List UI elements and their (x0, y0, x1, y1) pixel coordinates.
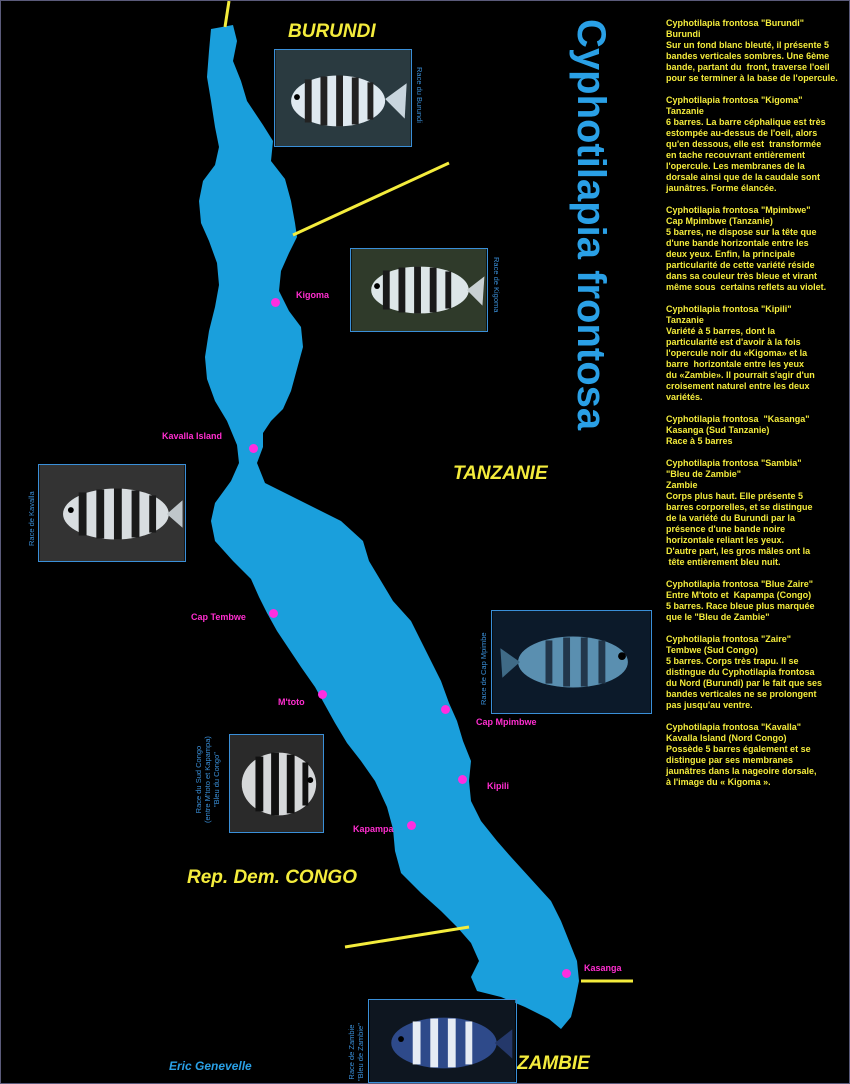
description-heading: Cyphotilapia frontosa "Kipili" (666, 304, 792, 314)
fish-image-sud-congo (230, 735, 323, 832)
fish-photo-kavalla (38, 464, 186, 562)
country-label-tanzanie: TANZANIE (453, 463, 548, 484)
description-line: croisement naturel entre les deux (666, 381, 810, 391)
description-block (666, 304, 850, 403)
description-line: barres corporelles, et se distingue (666, 502, 813, 512)
fish-image-zambie (369, 1000, 516, 1082)
description-line: Kavalla Island (Nord Congo) (666, 733, 787, 743)
description-block (666, 18, 850, 84)
caption-mpimbwe: Race de Cap Mpimbe (479, 632, 488, 705)
description-line: jaunâtres dans la nageoire dorsale, (666, 766, 817, 776)
description-line: Burundi (666, 29, 701, 39)
description-heading: Cyphotilapia frontosa "Kavalla" (666, 722, 802, 732)
caption-zambie-line-1: Race de Zambie (347, 1024, 356, 1080)
description-line: Kasanga (Sud Tanzanie) (666, 425, 770, 435)
description-line: même sous certains reflets au violet. (666, 282, 827, 292)
description-heading: Cyphotilapia frontosa "Kigoma" (666, 95, 803, 105)
description-heading: Cyphotilapia frontosa "Sambia" (666, 458, 802, 468)
description-line: D'autre part, les gros mâles ont la (666, 546, 811, 556)
description-line: Tanzanie (666, 106, 704, 116)
description-block (666, 205, 850, 293)
description-line: distingue du Cyphotilapia frontosa (666, 667, 815, 677)
description-line: bandes verticales sombres. Une 6ème (666, 51, 830, 61)
description-line: particularité de cette variété réside (666, 260, 815, 270)
marker-kavalla (249, 444, 258, 453)
description-line: Corps plus haut. Elle présente 5 (666, 491, 804, 501)
description-line: 5 barres. Corps très trapu. Il se (666, 656, 799, 666)
description-line: l'opercule noir du «Kigoma» et la (666, 348, 808, 358)
description-line: Cap Mpimbwe (Tanzanie) (666, 216, 773, 226)
description-block (666, 722, 850, 788)
fish-photo-mpimbwe (491, 610, 652, 714)
marker-kipili (458, 775, 467, 784)
description-line: Tembwe (Sud Congo) (666, 645, 758, 655)
place-label-kavalla: Kavalla Island (162, 431, 223, 441)
marker-kasanga (562, 969, 571, 978)
description-block (666, 414, 850, 447)
fish-photo-zambie (368, 999, 517, 1083)
description-line: "Bleu de Zambie" (666, 469, 742, 479)
description-line: deux yeux. Enfin, la principale (666, 249, 796, 259)
caption-sud-congo-line-3: "Bleu du Congo" (212, 752, 221, 808)
fish-photo-kigoma (350, 248, 488, 332)
description-line: Entre M'toto et Kapampa (Congo) (666, 590, 812, 600)
caption-sud-congo-line-1: Race du Sud Congo (194, 745, 203, 814)
fish-image-kavalla (39, 465, 185, 561)
marker-mtoto (318, 690, 327, 699)
fish-photo-burundi (274, 49, 412, 147)
border-line-burundi-tanzanie (293, 163, 449, 235)
description-line: dorsale ainsi que de la caudale sont (666, 172, 821, 182)
description-line: estompée au-dessus de l'oeil, alors (666, 128, 818, 138)
description-line: l'opercule. Les membranes de la (666, 161, 805, 171)
author-credit: Eric Genevelle (169, 1059, 252, 1073)
description-line: bande, partant du front, traverse l'oeil (666, 62, 830, 72)
description-block (666, 95, 850, 194)
caption-zambie-line-2: "Bleu de Zambie" (356, 1023, 365, 1081)
description-line: Zambie (666, 480, 698, 490)
description-line: pas jusqu'au ventre. (666, 700, 753, 710)
description-line: Possède 5 barres également et se (666, 744, 811, 754)
description-line: de la variété du Burundi par la (666, 513, 796, 523)
description-line: 5 barres, ne dispose sur la tête que (666, 227, 817, 237)
description-line: d'une bande horizontale entre les (666, 238, 809, 248)
border-line-north (225, 1, 229, 27)
description-line: à l'image du « Kigoma ». (666, 777, 771, 787)
place-label-kipili: Kipili (487, 781, 509, 791)
fish-image-burundi (275, 50, 411, 146)
caption-kigoma: Race de Kigoma (492, 257, 501, 313)
description-line: en tache recouvrant entièrement (666, 150, 806, 160)
description-line: dans sa couleur très bleue et virant (666, 271, 818, 281)
description-heading: Cyphotilapia frontosa "Blue Zaire" (666, 579, 814, 589)
country-label-congo: Rep. Dem. CONGO (187, 867, 357, 888)
fish-photo-sud-congo (229, 734, 324, 833)
description-heading: Cyphotilapia frontosa "Burundi" (666, 18, 805, 28)
description-line: Sur un fond blanc bleuté, il présente 5 (666, 40, 830, 50)
fish-image-kigoma (351, 249, 487, 331)
description-line: variétés. (666, 392, 703, 402)
marker-kapampa (407, 821, 416, 830)
description-line: bandes verticales ne se prolongent (666, 689, 817, 699)
marker-cap-mpimbwe (441, 705, 450, 714)
description-line: qu'en dessous, elle est transformée (666, 139, 822, 149)
description-line: jaunâtres. Forme élancée. (666, 183, 777, 193)
description-line: présence d'une bande noire (666, 524, 786, 534)
description-line: 5 barres. Race bleue plus marquée (666, 601, 815, 611)
description-heading: Cyphotilapia frontosa "Mpimbwe" (666, 205, 811, 215)
caption-sud-congo (194, 736, 221, 823)
description-line: 6 barres. La barre céphalique est très (666, 117, 826, 127)
description-line: pour se terminer à la base de l'opercule. (666, 73, 838, 83)
caption-sud-congo-line-2: (entre M'toto et Kapampa) (203, 736, 212, 823)
caption-kavalla: Race de Kavalla (27, 491, 36, 546)
description-line: que le "Bleu de Zambie" (666, 612, 770, 622)
description-line: tête entièrement bleu nuit. (666, 557, 781, 567)
place-label-cap-mpimbwe: Cap Mpimbwe (476, 717, 537, 727)
description-line: barre horizontale entre les yeux (666, 359, 805, 369)
place-label-kigoma: Kigoma (296, 290, 330, 300)
variety-descriptions (666, 18, 850, 799)
description-line: distingue par ses membranes (666, 755, 794, 765)
caption-burundi: Race du Burundi (415, 67, 424, 123)
description-line: Race à 5 barres (666, 436, 733, 446)
place-label-kasanga: Kasanga (584, 963, 622, 973)
description-line: particularité est d'avoir à la fois (666, 337, 801, 347)
fish-image-mpimbwe (492, 611, 651, 713)
place-label-kapampa: Kapampa (353, 824, 394, 834)
marker-cap-tembwe (269, 609, 278, 618)
description-line: du Nord (Burundi) par le fait que ses (666, 678, 823, 688)
description-block (666, 634, 850, 711)
marker-kigoma (271, 298, 280, 307)
country-label-zambie: ZAMBIE (517, 1053, 590, 1074)
description-line: horizontale reliant les yeux. (666, 535, 785, 545)
caption-zambie (347, 1023, 365, 1081)
place-label-cap-tembwe: Cap Tembwe (191, 612, 246, 622)
border-line-congo-zambie (345, 927, 469, 947)
place-label-mtoto: M'toto (278, 697, 305, 707)
description-heading: Cyphotilapia frontosa "Kasanga" (666, 414, 810, 424)
description-line: Variété à 5 barres, dont la (666, 326, 776, 336)
description-line: Tanzanie (666, 315, 704, 325)
country-label-burundi: BURUNDI (288, 21, 376, 42)
description-line: du «Zambie». Il pourrait s'agir d'un (666, 370, 815, 380)
description-block (666, 579, 850, 623)
description-heading: Cyphotilapia frontosa "Zaire" (666, 634, 792, 644)
poster-title: Cyphotilapia frontosa (569, 19, 613, 431)
description-block (666, 458, 850, 568)
